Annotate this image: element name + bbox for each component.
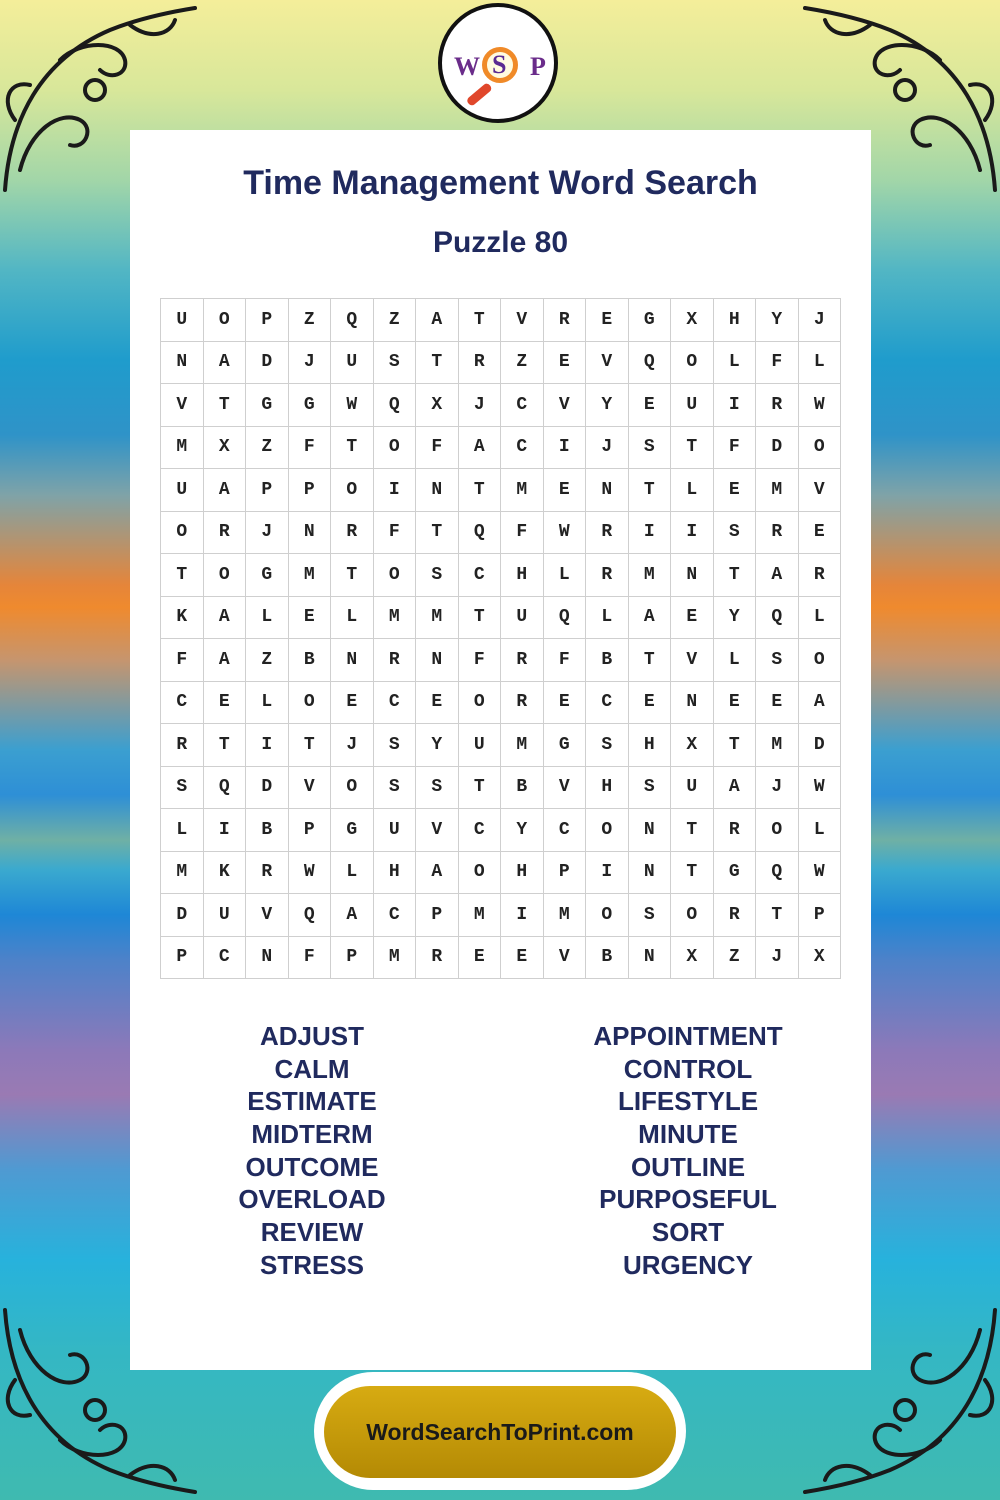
grid-cell[interactable]: N: [629, 809, 672, 852]
grid-cell[interactable]: D: [756, 427, 799, 470]
grid-cell[interactable]: X: [799, 937, 842, 980]
grid-cell[interactable]: I: [544, 427, 587, 470]
grid-cell[interactable]: Q: [629, 342, 672, 385]
grid-cell[interactable]: H: [714, 299, 757, 342]
grid-cell[interactable]: O: [161, 512, 204, 555]
grid-cell[interactable]: R: [204, 512, 247, 555]
word-list-right: [538, 1020, 838, 1282]
grid-cell[interactable]: J: [586, 427, 629, 470]
grid-cell[interactable]: B: [501, 767, 544, 810]
grid-cell[interactable]: O: [459, 852, 502, 895]
grid-cell[interactable]: S: [374, 767, 417, 810]
grid-cell[interactable]: W: [799, 852, 842, 895]
grid-cell[interactable]: A: [459, 427, 502, 470]
grid-cell[interactable]: S: [416, 554, 459, 597]
grid-cell[interactable]: J: [799, 299, 842, 342]
grid-cell[interactable]: K: [204, 852, 247, 895]
grid-cell[interactable]: N: [331, 639, 374, 682]
grid-cell[interactable]: A: [204, 469, 247, 512]
grid-cell[interactable]: Q: [756, 852, 799, 895]
grid-cell[interactable]: C: [544, 809, 587, 852]
grid-cell[interactable]: S: [586, 724, 629, 767]
grid-cell[interactable]: Q: [544, 597, 587, 640]
grid-cell[interactable]: I: [204, 809, 247, 852]
word-item: MIDTERM: [251, 1119, 373, 1150]
grid-cell[interactable]: F: [756, 342, 799, 385]
grid-cell[interactable]: N: [586, 469, 629, 512]
grid-cell[interactable]: V: [544, 937, 587, 980]
grid-cell[interactable]: L: [714, 639, 757, 682]
grid-cell[interactable]: L: [799, 342, 842, 385]
grid-cell[interactable]: S: [416, 767, 459, 810]
grid-cell[interactable]: T: [714, 724, 757, 767]
grid-cell[interactable]: T: [629, 639, 672, 682]
grid-cell[interactable]: M: [289, 554, 332, 597]
grid-cell[interactable]: V: [416, 809, 459, 852]
grid-cell[interactable]: Q: [756, 597, 799, 640]
grid-cell[interactable]: G: [246, 384, 289, 427]
grid-cell[interactable]: J: [331, 724, 374, 767]
grid-cell[interactable]: T: [459, 767, 502, 810]
grid-cell[interactable]: I: [671, 512, 714, 555]
grid-cell[interactable]: A: [416, 299, 459, 342]
grid-cell[interactable]: E: [459, 937, 502, 980]
grid-cell[interactable]: X: [671, 724, 714, 767]
grid-cell[interactable]: S: [629, 767, 672, 810]
grid-cell[interactable]: T: [714, 554, 757, 597]
grid-cell[interactable]: W: [289, 852, 332, 895]
grid-cell[interactable]: F: [459, 639, 502, 682]
grid-cell[interactable]: F: [544, 639, 587, 682]
word-item: REVIEW: [260, 1217, 364, 1248]
word-item: CALM: [274, 1053, 350, 1084]
grid-cell[interactable]: S: [629, 894, 672, 937]
grid-cell[interactable]: R: [544, 299, 587, 342]
word-item: APPOINTMENT: [593, 1021, 783, 1051]
grid-cell[interactable]: P: [246, 299, 289, 342]
grid-cell[interactable]: Y: [586, 384, 629, 427]
grid-cell[interactable]: V: [161, 384, 204, 427]
grid-cell[interactable]: D: [246, 767, 289, 810]
word-item: OUTCOME: [245, 1151, 379, 1182]
grid-cell[interactable]: C: [501, 384, 544, 427]
grid-cell[interactable]: F: [501, 512, 544, 555]
grid-cell[interactable]: E: [544, 469, 587, 512]
grid-cell[interactable]: X: [671, 937, 714, 980]
grid-cell[interactable]: P: [289, 809, 332, 852]
grid-cell[interactable]: M: [374, 937, 417, 980]
grid-cell[interactable]: T: [161, 554, 204, 597]
grid-cell[interactable]: S: [714, 512, 757, 555]
grid-cell[interactable]: X: [204, 427, 247, 470]
grid-cell[interactable]: T: [204, 724, 247, 767]
grid-cell[interactable]: P: [544, 852, 587, 895]
grid-cell[interactable]: W: [331, 384, 374, 427]
grid-cell[interactable]: R: [246, 852, 289, 895]
grid-cell[interactable]: F: [416, 427, 459, 470]
grid-cell[interactable]: Q: [289, 894, 332, 937]
grid-cell[interactable]: O: [586, 894, 629, 937]
word-item: PURPOSEFUL: [599, 1184, 777, 1215]
grid-cell[interactable]: A: [416, 852, 459, 895]
grid-cell[interactable]: L: [246, 597, 289, 640]
grid-cell[interactable]: O: [586, 809, 629, 852]
grid-cell[interactable]: F: [374, 512, 417, 555]
grid-cell[interactable]: T: [289, 724, 332, 767]
grid-cell[interactable]: E: [714, 469, 757, 512]
logo-letter-p: P: [530, 52, 546, 81]
logo-letter-s: S: [492, 50, 507, 79]
grid-cell[interactable]: J: [459, 384, 502, 427]
site-link[interactable]: WordSearchToPrint.com: [324, 1386, 676, 1478]
grid-cell[interactable]: E: [416, 682, 459, 725]
grid-cell[interactable]: S: [756, 639, 799, 682]
grid-cell[interactable]: E: [544, 682, 587, 725]
grid-cell[interactable]: O: [459, 682, 502, 725]
grid-cell[interactable]: G: [289, 384, 332, 427]
grid-cell[interactable]: V: [544, 384, 587, 427]
grid-cell[interactable]: H: [586, 767, 629, 810]
grid-cell[interactable]: B: [586, 639, 629, 682]
grid-cell[interactable]: R: [331, 512, 374, 555]
grid-cell[interactable]: R: [714, 809, 757, 852]
word-item: ESTIMATE: [247, 1086, 377, 1117]
grid-cell[interactable]: T: [671, 809, 714, 852]
grid-cell[interactable]: T: [331, 554, 374, 597]
grid-cell[interactable]: L: [671, 469, 714, 512]
grid-cell[interactable]: E: [714, 682, 757, 725]
grid-cell[interactable]: B: [246, 809, 289, 852]
grid-cell[interactable]: T: [416, 342, 459, 385]
grid-cell[interactable]: T: [459, 299, 502, 342]
grid-cell[interactable]: Q: [459, 512, 502, 555]
grid-cell[interactable]: V: [544, 767, 587, 810]
grid-cell[interactable]: C: [501, 427, 544, 470]
grid-cell[interactable]: R: [756, 384, 799, 427]
grid-cell[interactable]: F: [714, 427, 757, 470]
grid-cell[interactable]: Y: [756, 299, 799, 342]
grid-cell[interactable]: H: [501, 852, 544, 895]
grid-cell[interactable]: S: [374, 724, 417, 767]
grid-cell[interactable]: F: [289, 427, 332, 470]
grid-cell[interactable]: A: [331, 894, 374, 937]
grid-cell[interactable]: M: [459, 894, 502, 937]
grid-cell[interactable]: V: [799, 469, 842, 512]
grid-cell[interactable]: J: [246, 512, 289, 555]
grid-cell[interactable]: P: [289, 469, 332, 512]
grid-cell[interactable]: A: [204, 597, 247, 640]
grid-cell[interactable]: N: [246, 937, 289, 980]
grid-cell[interactable]: C: [204, 937, 247, 980]
grid-cell[interactable]: T: [671, 427, 714, 470]
wsp-logo[interactable]: [438, 3, 558, 123]
grid-cell[interactable]: I: [629, 512, 672, 555]
grid-cell[interactable]: Y: [501, 809, 544, 852]
grid-cell[interactable]: E: [629, 384, 672, 427]
grid-cell[interactable]: P: [799, 894, 842, 937]
grid-cell[interactable]: U: [671, 767, 714, 810]
grid-cell[interactable]: R: [459, 342, 502, 385]
grid-cell[interactable]: Z: [246, 639, 289, 682]
grid-cell[interactable]: O: [756, 809, 799, 852]
grid-cell[interactable]: O: [204, 299, 247, 342]
grid-cell[interactable]: F: [161, 639, 204, 682]
grid-cell[interactable]: A: [714, 767, 757, 810]
grid-cell[interactable]: R: [799, 554, 842, 597]
grid-cell[interactable]: G: [246, 554, 289, 597]
grid-cell[interactable]: U: [501, 597, 544, 640]
grid-cell[interactable]: Z: [246, 427, 289, 470]
grid-cell[interactable]: P: [331, 937, 374, 980]
grid-cell[interactable]: E: [671, 597, 714, 640]
grid-cell[interactable]: O: [331, 767, 374, 810]
grid-cell[interactable]: O: [799, 427, 842, 470]
grid-cell[interactable]: I: [714, 384, 757, 427]
grid-cell[interactable]: E: [799, 512, 842, 555]
grid-cell[interactable]: L: [161, 809, 204, 852]
grid-cell[interactable]: C: [459, 809, 502, 852]
grid-cell[interactable]: P: [416, 894, 459, 937]
grid-cell[interactable]: W: [544, 512, 587, 555]
grid-cell[interactable]: Q: [331, 299, 374, 342]
grid-cell[interactable]: Y: [416, 724, 459, 767]
word-item: LIFESTYLE: [617, 1086, 759, 1117]
grid-cell[interactable]: S: [161, 767, 204, 810]
grid-cell[interactable]: N: [416, 639, 459, 682]
grid-cell[interactable]: K: [161, 597, 204, 640]
grid-cell[interactable]: O: [374, 554, 417, 597]
grid-cell[interactable]: E: [331, 682, 374, 725]
magnifier-handle-icon: [466, 82, 493, 107]
grid-cell[interactable]: E: [544, 342, 587, 385]
grid-cell[interactable]: I: [374, 469, 417, 512]
grid-cell[interactable]: C: [586, 682, 629, 725]
grid-cell[interactable]: M: [544, 894, 587, 937]
grid-cell[interactable]: R: [714, 894, 757, 937]
puzzle-number: Puzzle 80: [432, 226, 569, 259]
grid-cell[interactable]: V: [671, 639, 714, 682]
logo-letter-w: W: [454, 52, 480, 81]
grid-cell[interactable]: B: [289, 639, 332, 682]
grid-cell[interactable]: V: [289, 767, 332, 810]
grid-cell[interactable]: V: [501, 299, 544, 342]
grid-cell[interactable]: X: [671, 299, 714, 342]
grid-cell[interactable]: Z: [501, 342, 544, 385]
grid-cell[interactable]: L: [544, 554, 587, 597]
word-item: OVERLOAD: [238, 1184, 386, 1215]
grid-cell[interactable]: Z: [289, 299, 332, 342]
grid-cell[interactable]: O: [289, 682, 332, 725]
grid-cell[interactable]: N: [671, 682, 714, 725]
grid-cell[interactable]: W: [799, 767, 842, 810]
grid-cell[interactable]: T: [331, 427, 374, 470]
grid-cell[interactable]: H: [501, 554, 544, 597]
grid-cell[interactable]: O: [671, 342, 714, 385]
grid-cell[interactable]: U: [671, 384, 714, 427]
grid-cell[interactable]: L: [799, 597, 842, 640]
grid-cell[interactable]: C: [374, 894, 417, 937]
grid-cell[interactable]: U: [161, 469, 204, 512]
word-item: CONTROL: [623, 1053, 753, 1084]
grid-cell[interactable]: O: [374, 427, 417, 470]
grid-cell[interactable]: T: [671, 852, 714, 895]
grid-cell[interactable]: R: [586, 554, 629, 597]
grid-cell[interactable]: E: [586, 299, 629, 342]
grid-cell[interactable]: T: [204, 384, 247, 427]
grid-cell[interactable]: C: [459, 554, 502, 597]
grid-cell[interactable]: A: [204, 342, 247, 385]
grid-cell[interactable]: G: [331, 809, 374, 852]
grid-cell[interactable]: A: [799, 682, 842, 725]
grid-cell[interactable]: J: [756, 937, 799, 980]
grid-cell[interactable]: M: [416, 597, 459, 640]
grid-cell[interactable]: E: [629, 682, 672, 725]
word-list-left: [162, 1020, 462, 1282]
grid-cell[interactable]: O: [204, 554, 247, 597]
grid-cell[interactable]: P: [161, 937, 204, 980]
grid-cell[interactable]: O: [671, 894, 714, 937]
grid-cell[interactable]: Q: [374, 384, 417, 427]
grid-cell[interactable]: X: [416, 384, 459, 427]
grid-cell[interactable]: Z: [374, 299, 417, 342]
grid-cell[interactable]: R: [374, 639, 417, 682]
grid-cell[interactable]: J: [289, 342, 332, 385]
grid-cell[interactable]: H: [374, 852, 417, 895]
grid-cell[interactable]: D: [161, 894, 204, 937]
word-item: MINUTE: [638, 1119, 738, 1150]
grid-cell[interactable]: Q: [204, 767, 247, 810]
word-item: SORT: [651, 1217, 725, 1248]
grid-cell[interactable]: L: [586, 597, 629, 640]
grid-cell[interactable]: E: [501, 937, 544, 980]
grid-cell[interactable]: E: [289, 597, 332, 640]
word-item: STRESS: [259, 1249, 365, 1280]
grid-cell[interactable]: R: [161, 724, 204, 767]
grid-cell[interactable]: L: [331, 852, 374, 895]
grid-cell[interactable]: D: [246, 342, 289, 385]
grid-cell[interactable]: L: [714, 342, 757, 385]
grid-cell[interactable]: M: [756, 724, 799, 767]
grid-cell[interactable]: R: [416, 937, 459, 980]
grid-cell[interactable]: G: [629, 299, 672, 342]
grid-cell[interactable]: J: [756, 767, 799, 810]
footer-badge: [314, 1372, 686, 1490]
grid-cell[interactable]: M: [501, 724, 544, 767]
grid-cell[interactable]: F: [289, 937, 332, 980]
grid-cell[interactable]: T: [416, 512, 459, 555]
grid-cell[interactable]: A: [756, 554, 799, 597]
grid-cell[interactable]: S: [374, 342, 417, 385]
grid-cell[interactable]: R: [501, 682, 544, 725]
grid-cell[interactable]: D: [799, 724, 842, 767]
grid-cell[interactable]: C: [374, 682, 417, 725]
grid-cell[interactable]: U: [204, 894, 247, 937]
grid-cell[interactable]: H: [629, 724, 672, 767]
grid-cell[interactable]: L: [246, 682, 289, 725]
grid-cell[interactable]: U: [459, 724, 502, 767]
grid-cell[interactable]: R: [501, 639, 544, 682]
grid-cell[interactable]: Y: [714, 597, 757, 640]
grid-cell[interactable]: N: [289, 512, 332, 555]
grid-cell[interactable]: N: [629, 937, 672, 980]
grid-cell[interactable]: C: [161, 682, 204, 725]
grid-cell[interactable]: T: [629, 469, 672, 512]
grid-cell[interactable]: T: [459, 597, 502, 640]
word-item: URGENCY: [622, 1249, 753, 1280]
grid-cell[interactable]: T: [756, 894, 799, 937]
grid-cell[interactable]: R: [586, 512, 629, 555]
grid-cell[interactable]: E: [756, 682, 799, 725]
grid-cell[interactable]: O: [331, 469, 374, 512]
grid-cell[interactable]: W: [799, 384, 842, 427]
grid-cell[interactable]: O: [799, 639, 842, 682]
grid-cell[interactable]: M: [161, 427, 204, 470]
grid-cell[interactable]: M: [161, 852, 204, 895]
grid-cell[interactable]: G: [544, 724, 587, 767]
grid-cell[interactable]: I: [586, 852, 629, 895]
grid-cell[interactable]: M: [629, 554, 672, 597]
grid-cell[interactable]: U: [331, 342, 374, 385]
grid-cell[interactable]: M: [374, 597, 417, 640]
grid-cell[interactable]: N: [629, 852, 672, 895]
puzzle-card: [130, 130, 871, 1370]
letter-grid: [160, 298, 841, 979]
grid-cell[interactable]: T: [459, 469, 502, 512]
grid-cell[interactable]: R: [756, 512, 799, 555]
grid-cell[interactable]: I: [246, 724, 289, 767]
grid-cell[interactable]: A: [629, 597, 672, 640]
grid-cell[interactable]: M: [756, 469, 799, 512]
grid-cell[interactable]: U: [374, 809, 417, 852]
grid-cell[interactable]: U: [161, 299, 204, 342]
grid-cell[interactable]: V: [246, 894, 289, 937]
grid-cell[interactable]: N: [161, 342, 204, 385]
word-item: OUTLINE: [630, 1151, 746, 1182]
grid-cell[interactable]: B: [586, 937, 629, 980]
grid-cell[interactable]: L: [331, 597, 374, 640]
page-title: Time Management Word Search: [243, 164, 758, 202]
grid-cell[interactable]: M: [501, 469, 544, 512]
grid-cell[interactable]: Z: [714, 937, 757, 980]
grid-cell[interactable]: L: [799, 809, 842, 852]
grid-cell[interactable]: V: [586, 342, 629, 385]
grid-cell[interactable]: A: [204, 639, 247, 682]
grid-cell[interactable]: N: [671, 554, 714, 597]
grid-cell[interactable]: I: [501, 894, 544, 937]
word-item: ADJUST: [259, 1021, 364, 1051]
grid-cell[interactable]: G: [714, 852, 757, 895]
grid-cell[interactable]: S: [629, 427, 672, 470]
grid-cell[interactable]: E: [204, 682, 247, 725]
grid-cell[interactable]: P: [246, 469, 289, 512]
grid-cell[interactable]: N: [416, 469, 459, 512]
